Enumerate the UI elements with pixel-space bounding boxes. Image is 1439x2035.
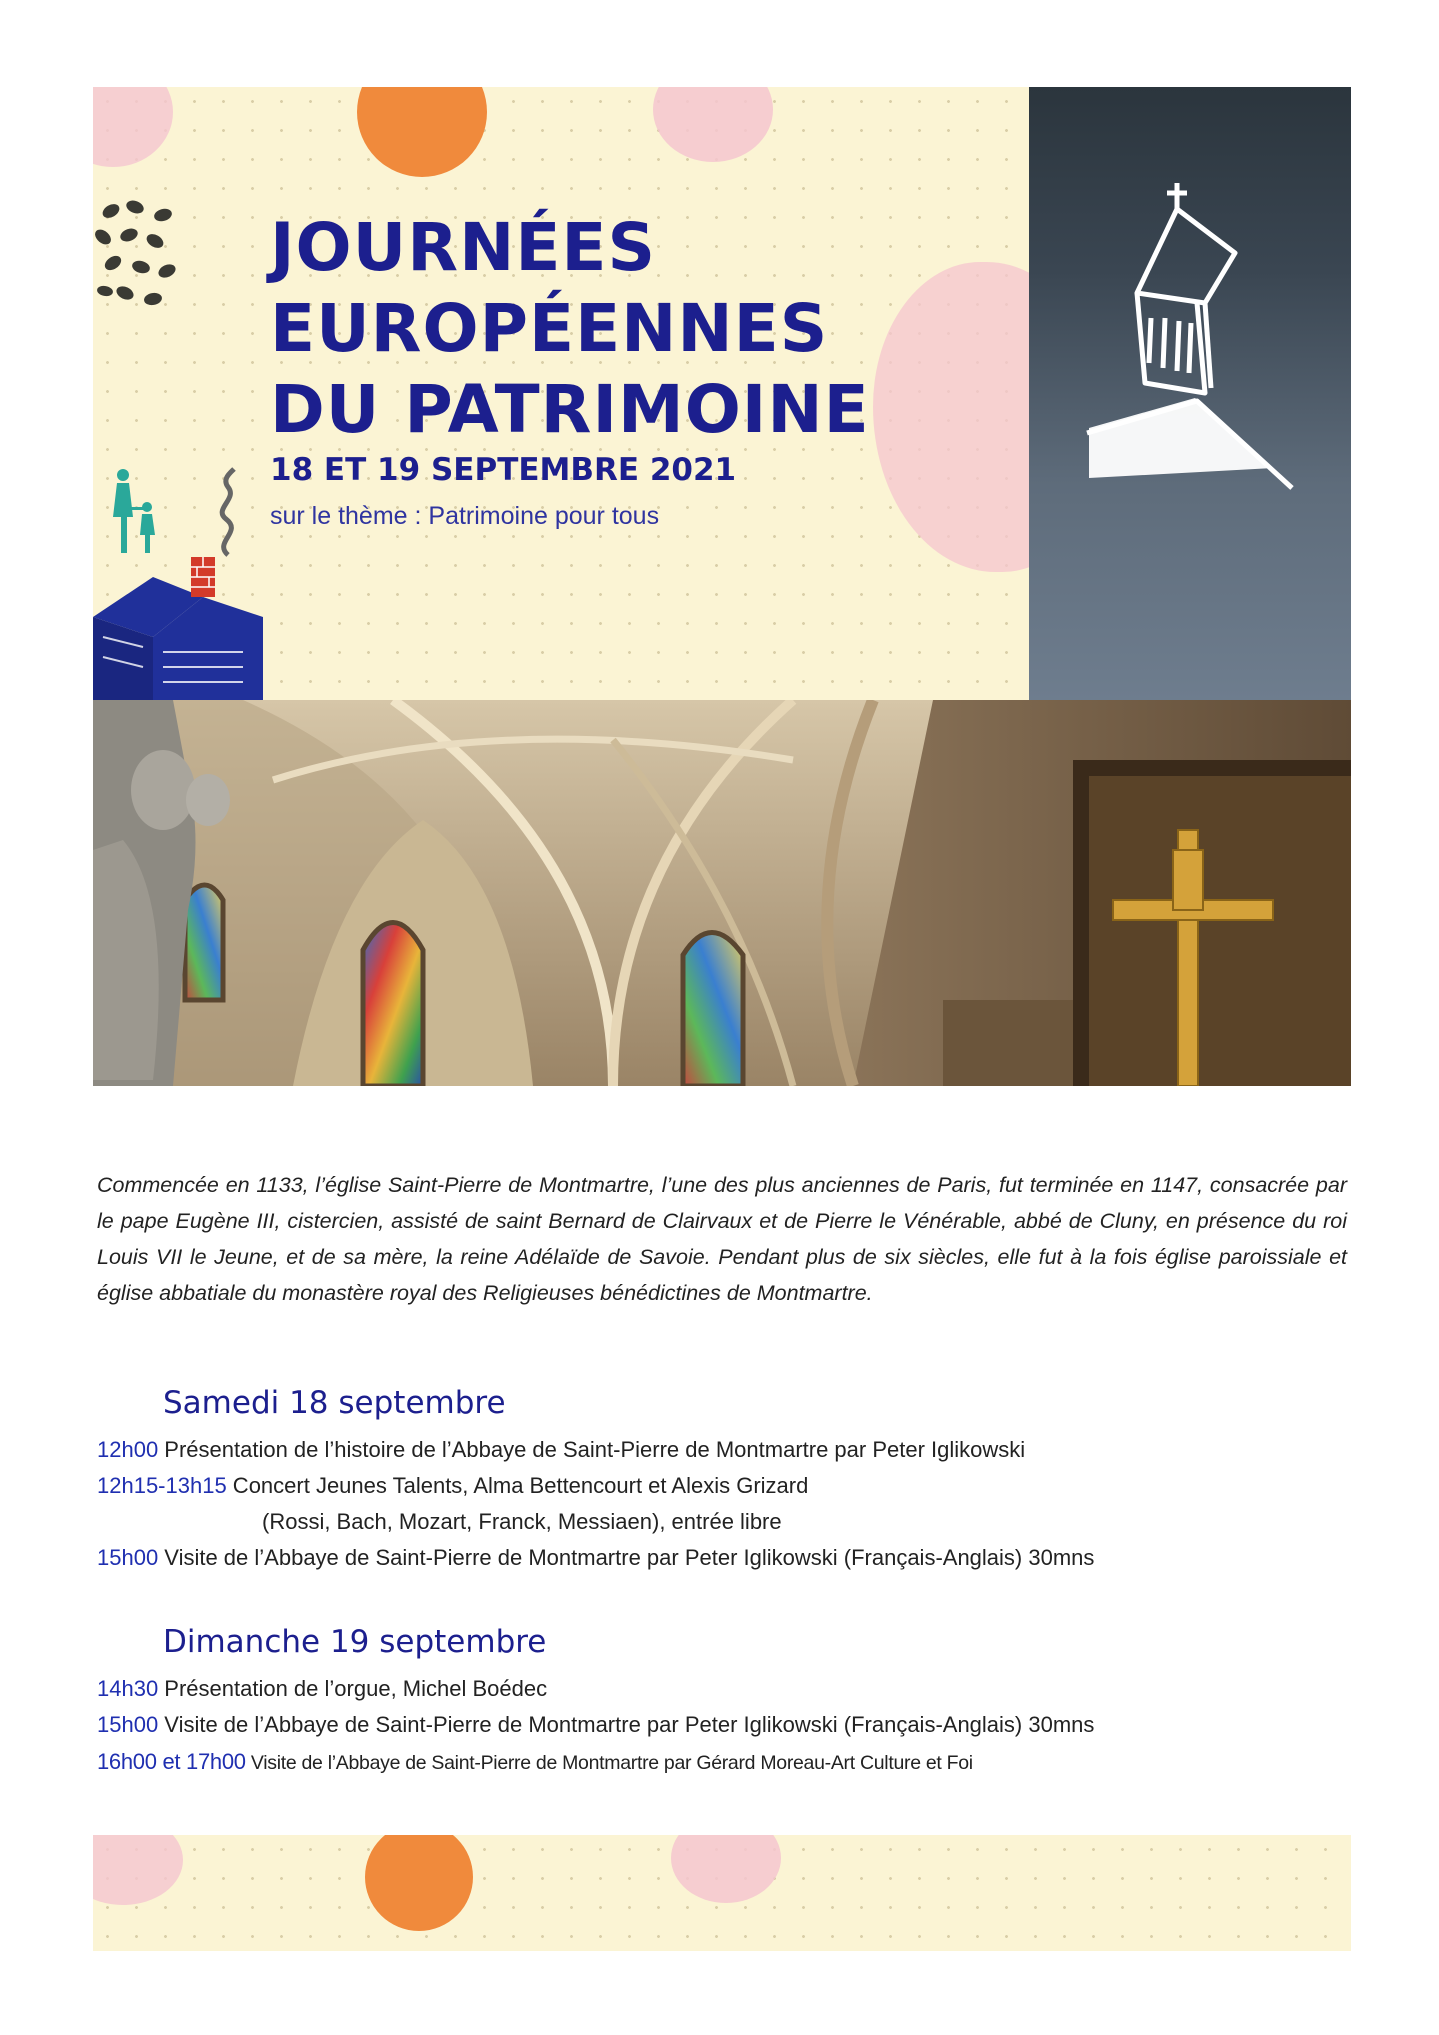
sunday-event-3 — [97, 1749, 973, 1775]
banner-illustration-panel — [93, 87, 1029, 700]
orange-circle-footer — [365, 1835, 473, 1931]
history-paragraph: Commencée en 1133, l’église Saint-Pierre de Montmartre, l’une des plus anciennes de Paris, fut terminée en 1147, consacrée par le pape Eugène III, cistercien, assisté de saint Bernard de Clairvaux et de Pierre le Vénérable, abbé de Cluny, en présence du roi Louis VII le Jeune, et de sa mère, la reine Adélaïde de Savoie. Pendant plus de six siècles, elle fut à la fois église paroissiale et église abbatiale du monastère royal des Religieuses bénédictines de Montmartre. — [97, 1173, 1347, 1305]
header-banner — [93, 87, 1351, 700]
event-description: (Rossi, Bach, Mozart, Franck, Messiaen), entrée libre — [262, 1509, 782, 1534]
church-steeple-icon — [1077, 183, 1312, 503]
pink-blob-top-left — [93, 87, 173, 167]
sunday-event-1 — [97, 1676, 547, 1702]
pink-blob-top — [653, 87, 773, 162]
saturday-event-2-details — [262, 1509, 782, 1535]
saturday-event-2 — [97, 1473, 808, 1499]
event-dates: 18 ET 19 SEPTEMBRE 2021 — [270, 452, 737, 488]
pink-blob-right — [873, 262, 1029, 572]
event-time: 16h00 et 17h00 — [97, 1749, 246, 1774]
event-description: Visite de l’Abbaye de Saint-Pierre de Montmartre par Peter Iglikowski (Français-Anglais) 30mns — [158, 1545, 1095, 1570]
event-time: 12h15-13h15 — [97, 1473, 227, 1498]
event-description: Visite de l’Abbaye de Saint-Pierre de Montmartre par Gérard Moreau-Art Culture et Foi — [245, 1752, 973, 1774]
saturday-event-3 — [97, 1545, 1094, 1571]
pink-blob-footer-right — [671, 1835, 781, 1903]
event-time: 12h00 — [97, 1437, 159, 1462]
event-time: 14h30 — [97, 1676, 159, 1701]
mother-child-icon — [103, 467, 173, 557]
logo-panel — [1029, 87, 1351, 700]
sunday-heading: Dimanche 19 septembre — [163, 1624, 547, 1660]
seeds-decoration-icon — [93, 197, 183, 317]
church-interior-photo — [93, 700, 1351, 1086]
event-description: Visite de l’Abbaye de Saint-Pierre de Montmartre par Peter Iglikowski (Français-Anglais) 30mns — [158, 1712, 1095, 1737]
house-roof-icon — [93, 557, 303, 700]
event-description: Présentation de l’orgue, Michel Boédec — [158, 1676, 548, 1701]
title-line-1: JOURNÉES — [270, 209, 657, 286]
event-theme: sur le thème : Patrimoine pour tous — [270, 502, 660, 530]
event-time: 15h00 — [97, 1545, 159, 1570]
event-description: Présentation de l’histoire de l’Abbaye de Saint-Pierre de Montmartre par Peter Iglikowski — [158, 1437, 1026, 1462]
event-time: 15h00 — [97, 1712, 159, 1737]
saturday-event-1 — [97, 1437, 1025, 1463]
event-description: Concert Jeunes Talents, Alma Bettencourt et Alexis Grizard — [226, 1473, 809, 1498]
event-title-block — [270, 207, 870, 531]
sunday-event-2 — [97, 1712, 1094, 1738]
footer-banner — [93, 1835, 1351, 1951]
orange-circle-top — [357, 87, 487, 177]
church-interior-illustration — [93, 700, 1351, 1086]
saturday-heading: Samedi 18 septembre — [163, 1385, 506, 1421]
title-line-3: DU PATRIMOINE — [270, 371, 870, 448]
pink-blob-footer-left — [93, 1835, 183, 1905]
title-line-2: EUROPÉENNES — [270, 290, 829, 367]
smoke-icon — [208, 467, 248, 557]
